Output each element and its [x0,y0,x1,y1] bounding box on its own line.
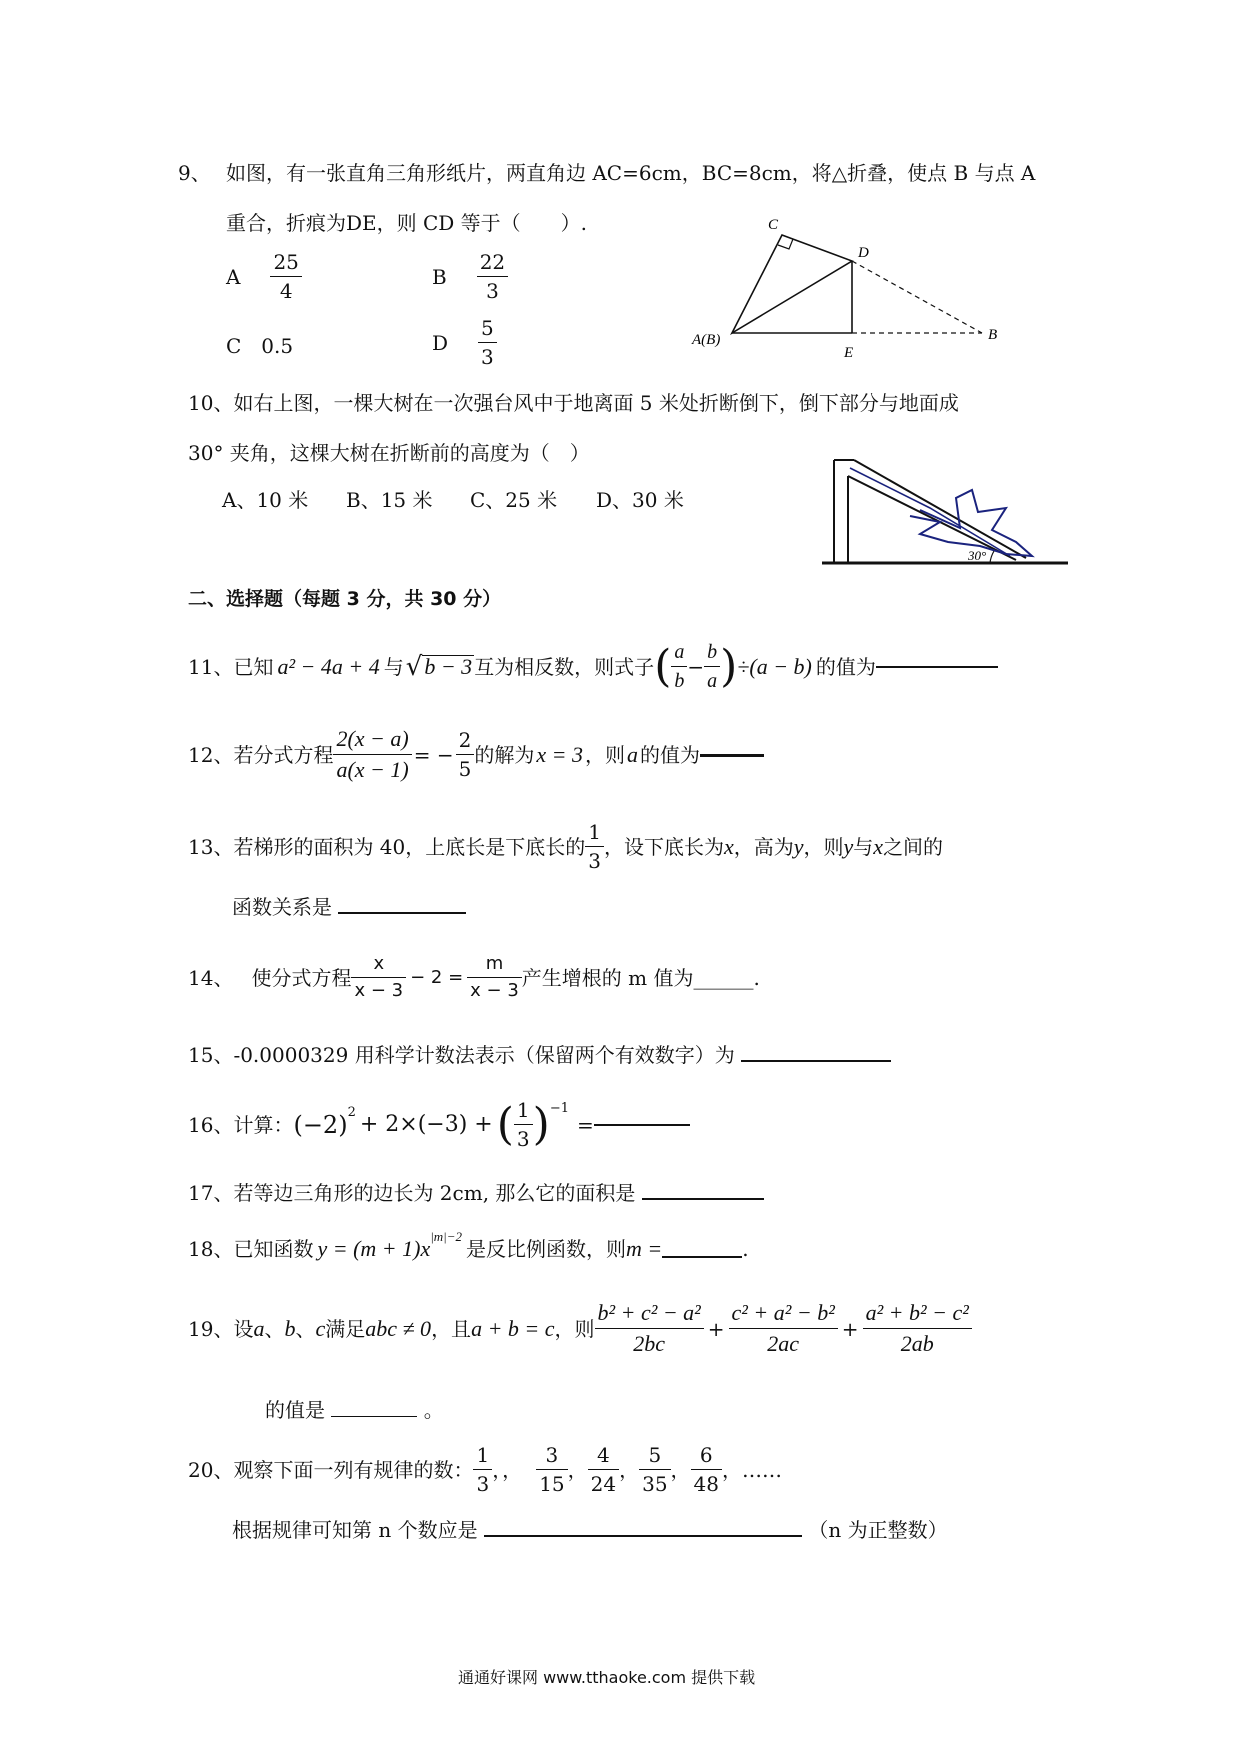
q9-option-d-denominator: 3 [481,345,494,369]
label-b: B [988,327,998,343]
q11-text-2: 与 [383,654,404,679]
q19-f3-numerator: a² + b² − c² [863,1302,972,1329]
q9-option-d-label: D [432,330,449,355]
q9-option-b-denominator: 3 [486,279,499,303]
q20-fraction-4 [639,1445,670,1494]
q12-fraction-2 [456,730,475,779]
q11-text-1: 已知 [233,654,274,679]
q9-option-b [432,252,508,301]
q19-condition-2: a + b = c [471,1315,555,1341]
q9-option-b-fraction [477,252,508,301]
q18-text-2: 是反比例函数，则 [466,1237,627,1261]
q9-option-a-fraction [270,252,301,301]
q20-f2-numerator: 3 [536,1445,567,1470]
q13-text-3: ，高为 [733,834,794,859]
q19-text-2: 满足 [325,1316,366,1341]
q11-text-4: 的值为 [815,654,876,679]
q13-answer-blank[interactable] [338,911,466,914]
q13 [188,822,943,871]
q13-text-2: ，设下底长为 [604,834,724,859]
q14-f2-denominator: x − 3 [470,980,519,1001]
q10-line2: 30° 夹角，这棵大树在折断前的高度为（ ） [188,441,590,465]
q14-text-1: 使分式方程 [251,965,352,990]
q12-text-4: 的值为 [639,742,700,767]
q18-text-1: 已知函数 [233,1237,314,1261]
q13-var-x2: x [873,833,884,859]
q13-var-y2: y [843,833,854,859]
q20-separator-5: ，…… [722,1457,782,1482]
q12-f2-denominator: 5 [458,757,472,781]
q20-f3-denominator: 24 [590,1472,617,1496]
q12-text-3: ，则 [584,742,625,767]
q16-text-1: 计算： [233,1112,294,1137]
q20-line2-post: （n 为正整数） [808,1518,948,1542]
tree-crown-outline [910,490,1032,556]
q11-fa-numerator: a [671,642,687,667]
q10-option-b: B、15 米 [346,488,433,512]
q9-option-a-label: A [226,264,241,289]
q20-answer-blank[interactable] [484,1534,802,1537]
q20-f5-denominator: 48 [693,1472,719,1496]
footer-text: 通通好课网 www.tthaoke.com 提供下载 [458,1668,756,1687]
q18-m: m = [626,1236,663,1261]
q16-expr-2: + 2×(−3) + [359,1111,493,1137]
angle-label: 30° [968,548,987,563]
q9-option-a-numerator: 25 [270,252,301,277]
q14-f2-numerator: m [467,955,522,978]
q19-condition-1: abc ≠ 0 [365,1315,432,1341]
q16-equals: = [576,1112,594,1137]
q20-separator-1: ，， [492,1457,523,1482]
q19-text-4: ，则 [554,1316,595,1341]
q11-text-3: 互为相反数，则式子 [474,654,655,679]
q20-separator-3: ， [619,1457,640,1482]
q12-text-2: 的解为 [474,742,535,767]
q12-solution: x = 3 [536,741,583,767]
q19-var-c: c [315,1315,326,1341]
q18 [188,1229,749,1261]
q13-number: 13、 [188,834,234,859]
q19 [188,1302,972,1355]
angle-arc [990,551,994,563]
q18-end: . [742,1237,749,1261]
q11-answer-blank[interactable] [876,665,998,668]
triangle-acd [732,235,852,333]
q9-option-d-numerator: 5 [478,318,497,343]
q13-line2 [232,897,466,917]
q16-f-denominator: 3 [516,1127,530,1151]
q13-f-denominator: 3 [588,849,601,873]
q19-sep-1: 、 [264,1316,285,1341]
q19-line2-pre: 的值是 [265,1398,325,1422]
q13-var-x: x [724,833,734,859]
q16-expr-1: (−2) [293,1110,348,1139]
label-ab: A(B) [692,332,721,348]
q14 [188,955,760,1000]
q9-option-b-numerator: 22 [477,252,508,277]
q10-option-d: D、30 米 [596,488,684,512]
q9-number: 9、 [178,161,211,185]
q20-separator-2: ， [567,1457,588,1482]
q20-line2 [232,1520,948,1540]
q9-option-a-denominator: 4 [279,279,293,303]
q11-divide: ÷(a − b) [737,653,812,679]
q20-fraction-2 [536,1445,567,1494]
q18-sup: |m|−2 [430,1229,463,1244]
q13-f-numerator: 1 [585,822,604,847]
q19-var-b: b [284,1315,296,1341]
q11-fa-denominator: b [674,670,685,692]
q11-right-paren: ) [720,640,738,692]
q19-line2 [265,1400,444,1420]
q19-plus-2: + [841,1316,859,1341]
q19-text-3: ，且 [431,1316,472,1341]
q15 [188,1045,891,1065]
q19-sep-2: 、 [295,1316,316,1341]
q16-left-paren: ( [496,1098,514,1150]
q10-option-a: A、10 米 [222,488,309,512]
q12 [188,728,764,781]
q17 [188,1183,764,1203]
q10-line1: 10、如右上图，一棵大树在一次强台风中于地离面 5 米处折断倒下，倒下部分与地面成 [188,391,959,415]
q9-option-d [432,318,497,367]
fallen-trunk-lower [848,476,1016,560]
dashed-db [852,261,982,333]
q19-f2-denominator: 2ac [767,1331,800,1356]
q9-line2: 重合，折痕为DE，则 CD 等于（ ）. [226,211,588,235]
q19-f1-denominator: 2bc [633,1331,666,1356]
q20-f1-numerator: 1 [473,1445,492,1470]
q18-number: 18、 [188,1237,234,1261]
q15-answer-blank[interactable] [741,1059,891,1062]
q19-plus-1: + [707,1316,725,1341]
q13-line2-text: 函数关系是 [232,895,332,919]
label-d: D [858,245,869,261]
section-2-title: 二、选择题（每题 3 分，共 30 分） [188,588,502,610]
q9-option-a [226,252,302,301]
q14-text-2: 产生增根的 m 值为______. [521,965,760,990]
q20-f4-denominator: 35 [642,1472,668,1496]
q13-text-4: ，则 [803,834,844,859]
q16-number: 16、 [188,1112,234,1137]
q12-f1-denominator: a(x − 1) [336,757,409,782]
label-e: E [844,345,854,361]
q12-fraction-1 [333,728,411,781]
q13-text-5: 与 [853,834,874,859]
q11-left-paren: ( [654,640,672,692]
q12-equals: = − [413,742,454,767]
q16-f-numerator: 1 [514,1100,533,1125]
q19-text-1: 设 [233,1316,254,1341]
q20-f4-numerator: 5 [639,1445,670,1470]
tree-branch-lines [850,468,1010,556]
q11-fb-denominator: a [707,670,718,692]
q19-f2-numerator: c² + a² − b² [729,1302,838,1329]
q20-number: 20、 [188,1457,234,1482]
q17-text: 17、若等边三角形的边长为 2cm, 那么它的面积是 [188,1181,636,1205]
q9-triangle-figure [690,205,1020,365]
q12-f1-numerator: 2(x − a) [333,728,411,755]
q20-fraction-5 [691,1445,722,1494]
q9-line1: 如图，有一张直角三角形纸片，两直角边 AC=6cm，BC=8cm，将△折叠，使点 B 与点 A [226,161,1036,185]
q13-fraction [585,822,604,871]
q20 [188,1445,782,1494]
q19-number: 19、 [188,1316,234,1341]
q16-right-paren: ) [532,1098,550,1150]
q20-f5-numerator: 6 [691,1445,722,1470]
q13-text-6: 之间的 [883,834,944,859]
right-angle-mark [778,239,793,249]
q11-number: 11、 [188,654,234,679]
q12-answer-blank[interactable] [700,753,764,757]
q19-fraction-1 [595,1302,704,1355]
q16-sup-1: 2 [347,1105,356,1120]
q20-text-1: 观察下面一列有规律的数： [233,1457,474,1482]
q19-line2-post: 。 [423,1398,444,1422]
q18-expr: y = (m + 1)x [317,1236,431,1261]
q9-option-c: C 0.5 [226,334,294,358]
q14-number: 14、 [188,965,234,990]
q19-f3-denominator: 2ab [900,1331,934,1356]
q14-fraction-1 [351,955,406,1000]
q10-tree-figure [820,450,1070,570]
q11-fb-numerator: b [704,642,720,667]
q11-sqrt-sign: √ [405,651,423,682]
q14-f1-denominator: x − 3 [354,980,404,1001]
q13-var-y: y [793,833,804,859]
q20-f3-numerator: 4 [588,1445,619,1470]
q10-option-c: C、25 米 [470,488,558,512]
q19-fraction-2 [729,1302,838,1355]
q12-text-1: 若分式方程 [233,742,334,767]
q11-polynomial: a² − 4a + 4 [277,653,380,679]
q19-fraction-3 [863,1302,972,1355]
q16 [188,1100,690,1149]
q20-fraction-3 [588,1445,619,1494]
q15-text: 15、-0.0000329 用科学计数法表示（保留两个有效数字）为 [188,1043,735,1067]
q9-option-d-fraction [478,318,497,367]
q16-answer-blank[interactable] [594,1123,690,1126]
q11 [188,642,998,691]
q18-answer-blank[interactable] [662,1255,742,1258]
q20-fraction-1 [473,1445,492,1494]
q11-fraction-b-over-a [704,642,720,691]
q20-separator-4: ， [670,1457,691,1482]
q17-answer-blank[interactable] [642,1197,764,1200]
q20-line2-text: 根据规律可知第 n 个数应是 [232,1518,478,1542]
q20-f2-denominator: 15 [539,1472,565,1496]
q16-sup-2: −1 [549,1101,569,1116]
q11-minus: − [687,654,705,679]
label-c: C [768,217,779,233]
q14-fraction-2 [467,955,522,1000]
q12-number: 12、 [188,742,234,767]
q13-text-1: 若梯形的面积为 40，上底长是下底长的 [233,834,586,859]
q11-fraction-a-over-b [671,642,687,691]
q11-radicand: b − 3 [424,654,473,679]
q9-option-b-label: B [432,264,447,289]
q19-answer-blank[interactable] [331,1415,417,1417]
q20-f1-denominator: 3 [476,1472,490,1496]
q14-f1-numerator: x [351,955,406,978]
q19-var-a: a [253,1315,265,1341]
q14-middle: − 2 = [410,966,464,988]
q12-f2-numerator: 2 [456,730,475,755]
q12-variable: a [626,741,638,767]
q16-fraction [514,1100,533,1149]
q19-f1-numerator: b² + c² − a² [595,1302,704,1329]
